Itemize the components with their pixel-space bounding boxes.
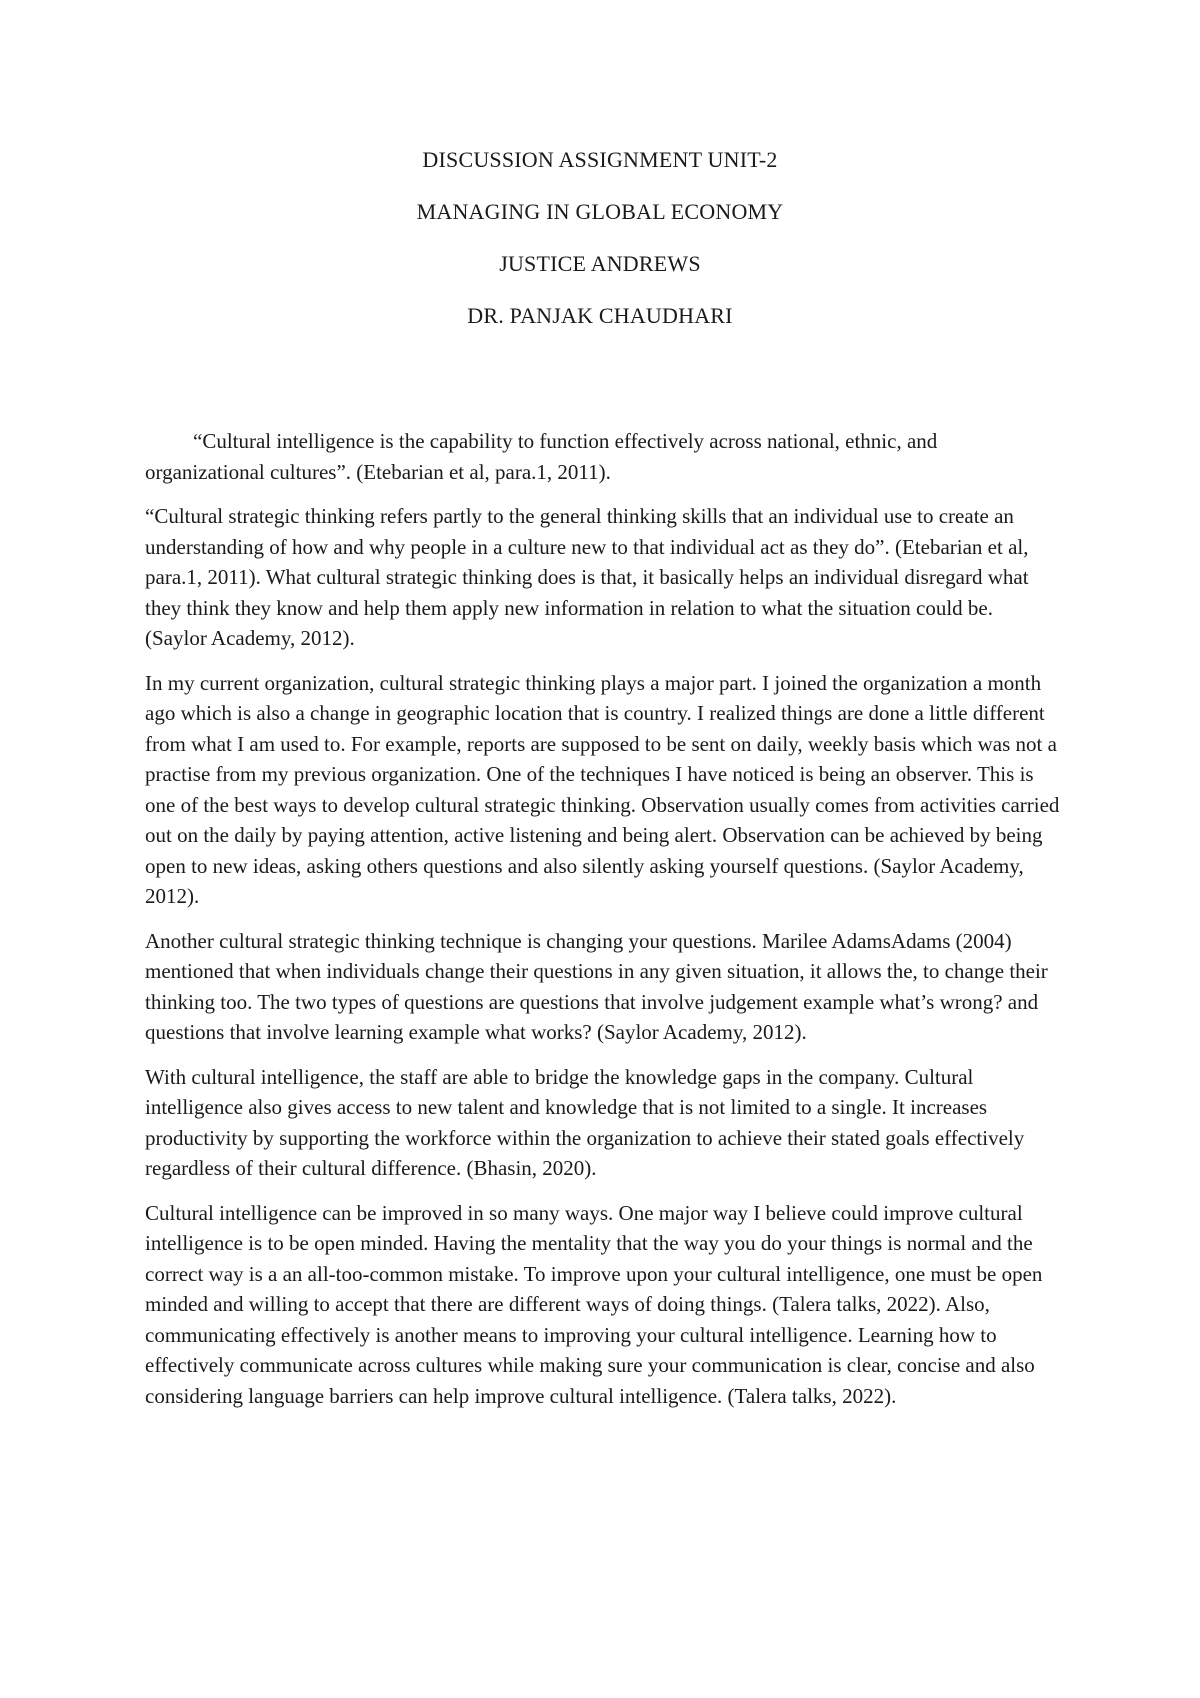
paragraph-4: Another cultural strategic thinking technique is changing your questions. Marilee AdamsAdams (2004) mentioned that when individuals change their questions in any given situation, it allows the, to change their thinking too. The two types of questions are questions that involve judgement example what’s wrong? and questions that involve learning example what works? (Saylor Academy, 2012). [145, 928, 1048, 1044]
paragraph-2: “Cultural strategic thinking refers partly to the general thinking skills that an individual use to create an understanding of how and why people in a culture new to that individual act as they do”. (Etebarian et al, para.1, 2011). What cultural strategic thinking does is that, it basically helps an individual disregard what they think they know and help them apply new information in relation to what the situation could be. (Saylor Academy, 2012). [145, 504, 1029, 650]
title-block [140, 146, 1060, 330]
paragraph-6: Cultural intelligence can be improved in so many ways. One major way I believe could improve cultural intelligence is to be open minded. Having the mentality that the way you do your things is normal and the correct way is a an all-too-common mistake. To improve upon your cultural intelligence, one must be open minded and willing to accept that there are different ways of doing things. (Talera talks, 2022). Also, communicating effectively is another means to improving your cultural intelligence. Learning how to effectively communicate across cultures while making sure your communication is clear, concise and also considering language barriers can help improve cultural intelligence. (Talera talks, 2022). [145, 1200, 1043, 1408]
instructor-name: DR. PANJAK CHAUDHARI [467, 303, 733, 328]
course-title: MANAGING IN GLOBAL ECONOMY [416, 199, 784, 224]
author-name: JUSTICE ANDREWS [499, 251, 701, 276]
document-body [145, 426, 1060, 1411]
paragraph-3: In my current organization, cultural strategic thinking plays a major part. I joined the organization a month ago which is also a change in geographic location that is country. I realized things are done a little different from what I am used to. For example, reports are supposed to be sent on daily, weekly basis which was not a practise from my previous organization. One of the techniques I have noticed is being an observer. This is one of the best ways to develop cultural strategic thinking. Observation usually comes from activities carried out on the daily by paying attention, active listening and being alert. Observation can be achieved by being open to new ideas, asking others questions and also silently asking yourself questions. (Saylor Academy, 2012). [145, 670, 1060, 908]
paragraph-5: With cultural intelligence, the staff are able to bridge the knowledge gaps in the company. Cultural intelligence also gives access to new talent and knowledge that is not limited to a single. It increases productivity by supporting the workforce within the organization to achieve their stated goals effectively regardless of their cultural difference. (Bhasin, 2020). [145, 1064, 1025, 1180]
paragraph-1: “Cultural intelligence is the capability to function effectively across national, ethnic, and organizational cultures”. (Etebarian et al, para.1, 2011). [145, 429, 938, 484]
assignment-title: DISCUSSION ASSIGNMENT UNIT-2 [422, 147, 778, 172]
